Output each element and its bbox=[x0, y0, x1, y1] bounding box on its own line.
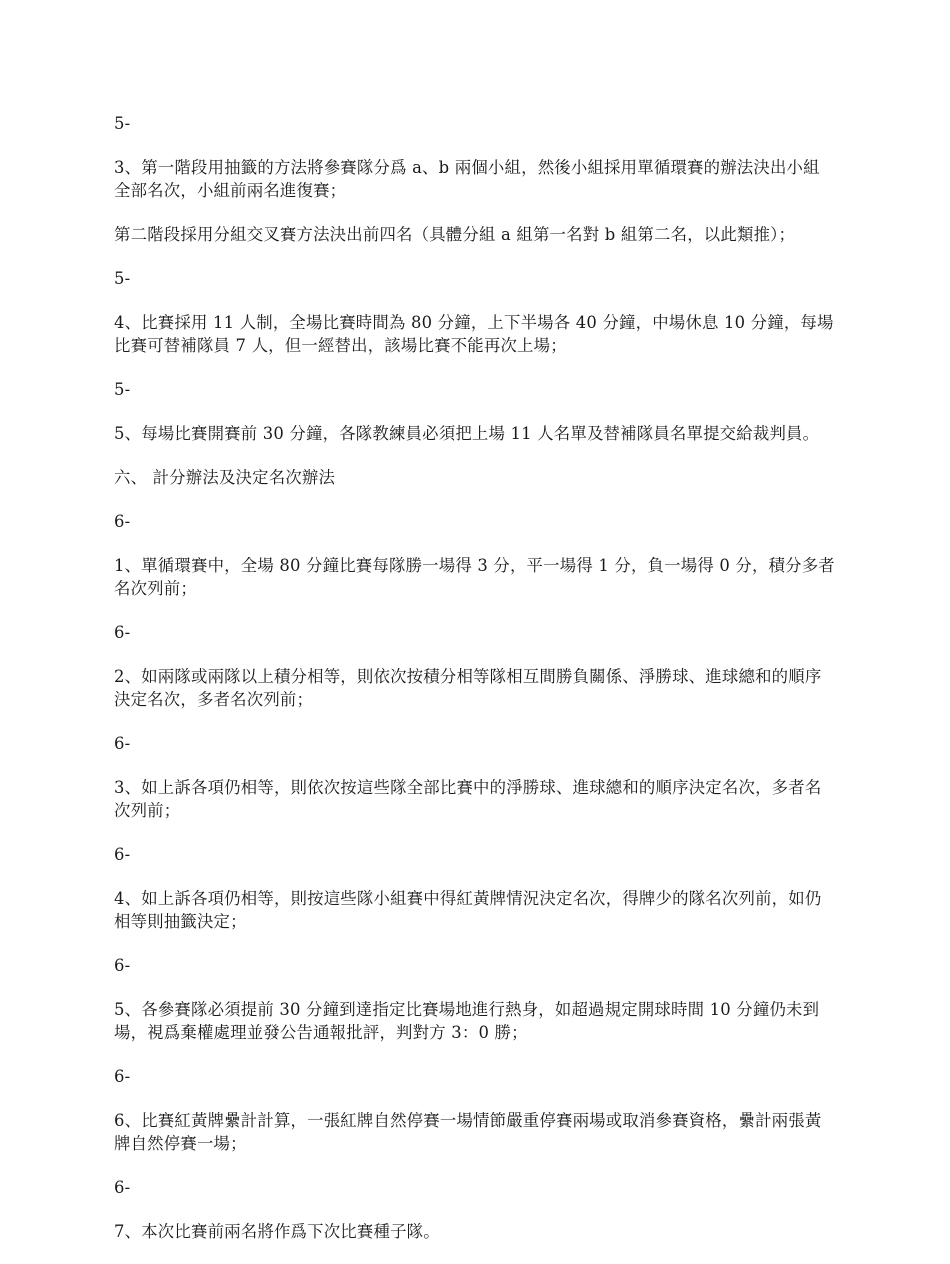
section-marker: 6- bbox=[114, 956, 131, 975]
rule-paragraph: 5、各參賽隊必須提前 30 分鐘到達指定比賽場地進行熱身，如超過規定開球時間 10 分鐘仍未到場，視爲棄權處理並發公告通報批評，判對方 3：0 勝； bbox=[114, 1000, 820, 1042]
rule-paragraph: 4、如上訴各項仍相等，則按這些隊小組賽中得紅黃牌情況決定名次，得牌少的隊名次列前，如仍相等則抽籤決定； bbox=[114, 889, 822, 931]
rule-paragraph: 3、如上訴各項仍相等，則依次按這些隊全部比賽中的淨勝球、進球總和的順序決定名次，多者名次列前； bbox=[114, 778, 822, 820]
section-marker: 6- bbox=[114, 512, 131, 531]
rule-paragraph: 6、比賽紅黃牌纍計計算，一張紅牌自然停賽一場情節嚴重停賽兩場或取消參賽資格，纍計兩張黃牌自然停賽一場； bbox=[114, 1111, 822, 1153]
section-marker: 6- bbox=[114, 1178, 131, 1197]
section-marker: 6- bbox=[114, 1067, 131, 1086]
rule-paragraph: 7、本次比賽前兩名將作爲下次比賽種子隊。 bbox=[114, 1222, 440, 1241]
section-marker: 5- bbox=[114, 269, 131, 288]
section-marker: 6- bbox=[114, 623, 131, 642]
rule-paragraph: 5、每場比賽開賽前 30 分鐘，各隊教練員必須把上場 11 人名單及替補隊員名單提交給裁判員。 bbox=[114, 424, 820, 443]
rule-paragraph: 2、如兩隊或兩隊以上積分相等，則依次按積分相等隊相互間勝負關係、淨勝球、進球總和的順序決定名次，多者名次列前； bbox=[114, 667, 822, 709]
rule-paragraph: 4、比賽採用 11 人制，全場比賽時間為 80 分鐘，上下半場各 40 分鐘，中場休息 10 分鐘，每場比賽可替補隊員 7 人，但一經替出，該場比賽不能再次上場； bbox=[114, 313, 834, 355]
rule-paragraph: 第二階段採用分組交叉賽方法決出前四名（具體分組 a 組第一名對 b 組第二名，以此類推）； bbox=[114, 225, 796, 244]
section-heading: 六、 計分辦法及決定名次辦法 bbox=[114, 468, 336, 487]
section-marker: 6- bbox=[114, 845, 131, 864]
document-body bbox=[114, 112, 836, 1264]
section-marker: 6- bbox=[114, 734, 131, 753]
section-marker: 5- bbox=[114, 380, 131, 399]
rule-paragraph: 1、單循環賽中，全場 80 分鐘比賽每隊勝一場得 3 分，平一場得 1 分，負一場得 0 分，積分多者名次列前； bbox=[114, 556, 835, 598]
rule-paragraph: 3、第一階段用抽籤的方法將參賽隊分爲 a、b 兩個小組，然後小組採用單循環賽的辦法決出小組全部名次，小組前兩名進復賽； bbox=[114, 158, 820, 200]
section-marker: 5- bbox=[114, 114, 131, 133]
